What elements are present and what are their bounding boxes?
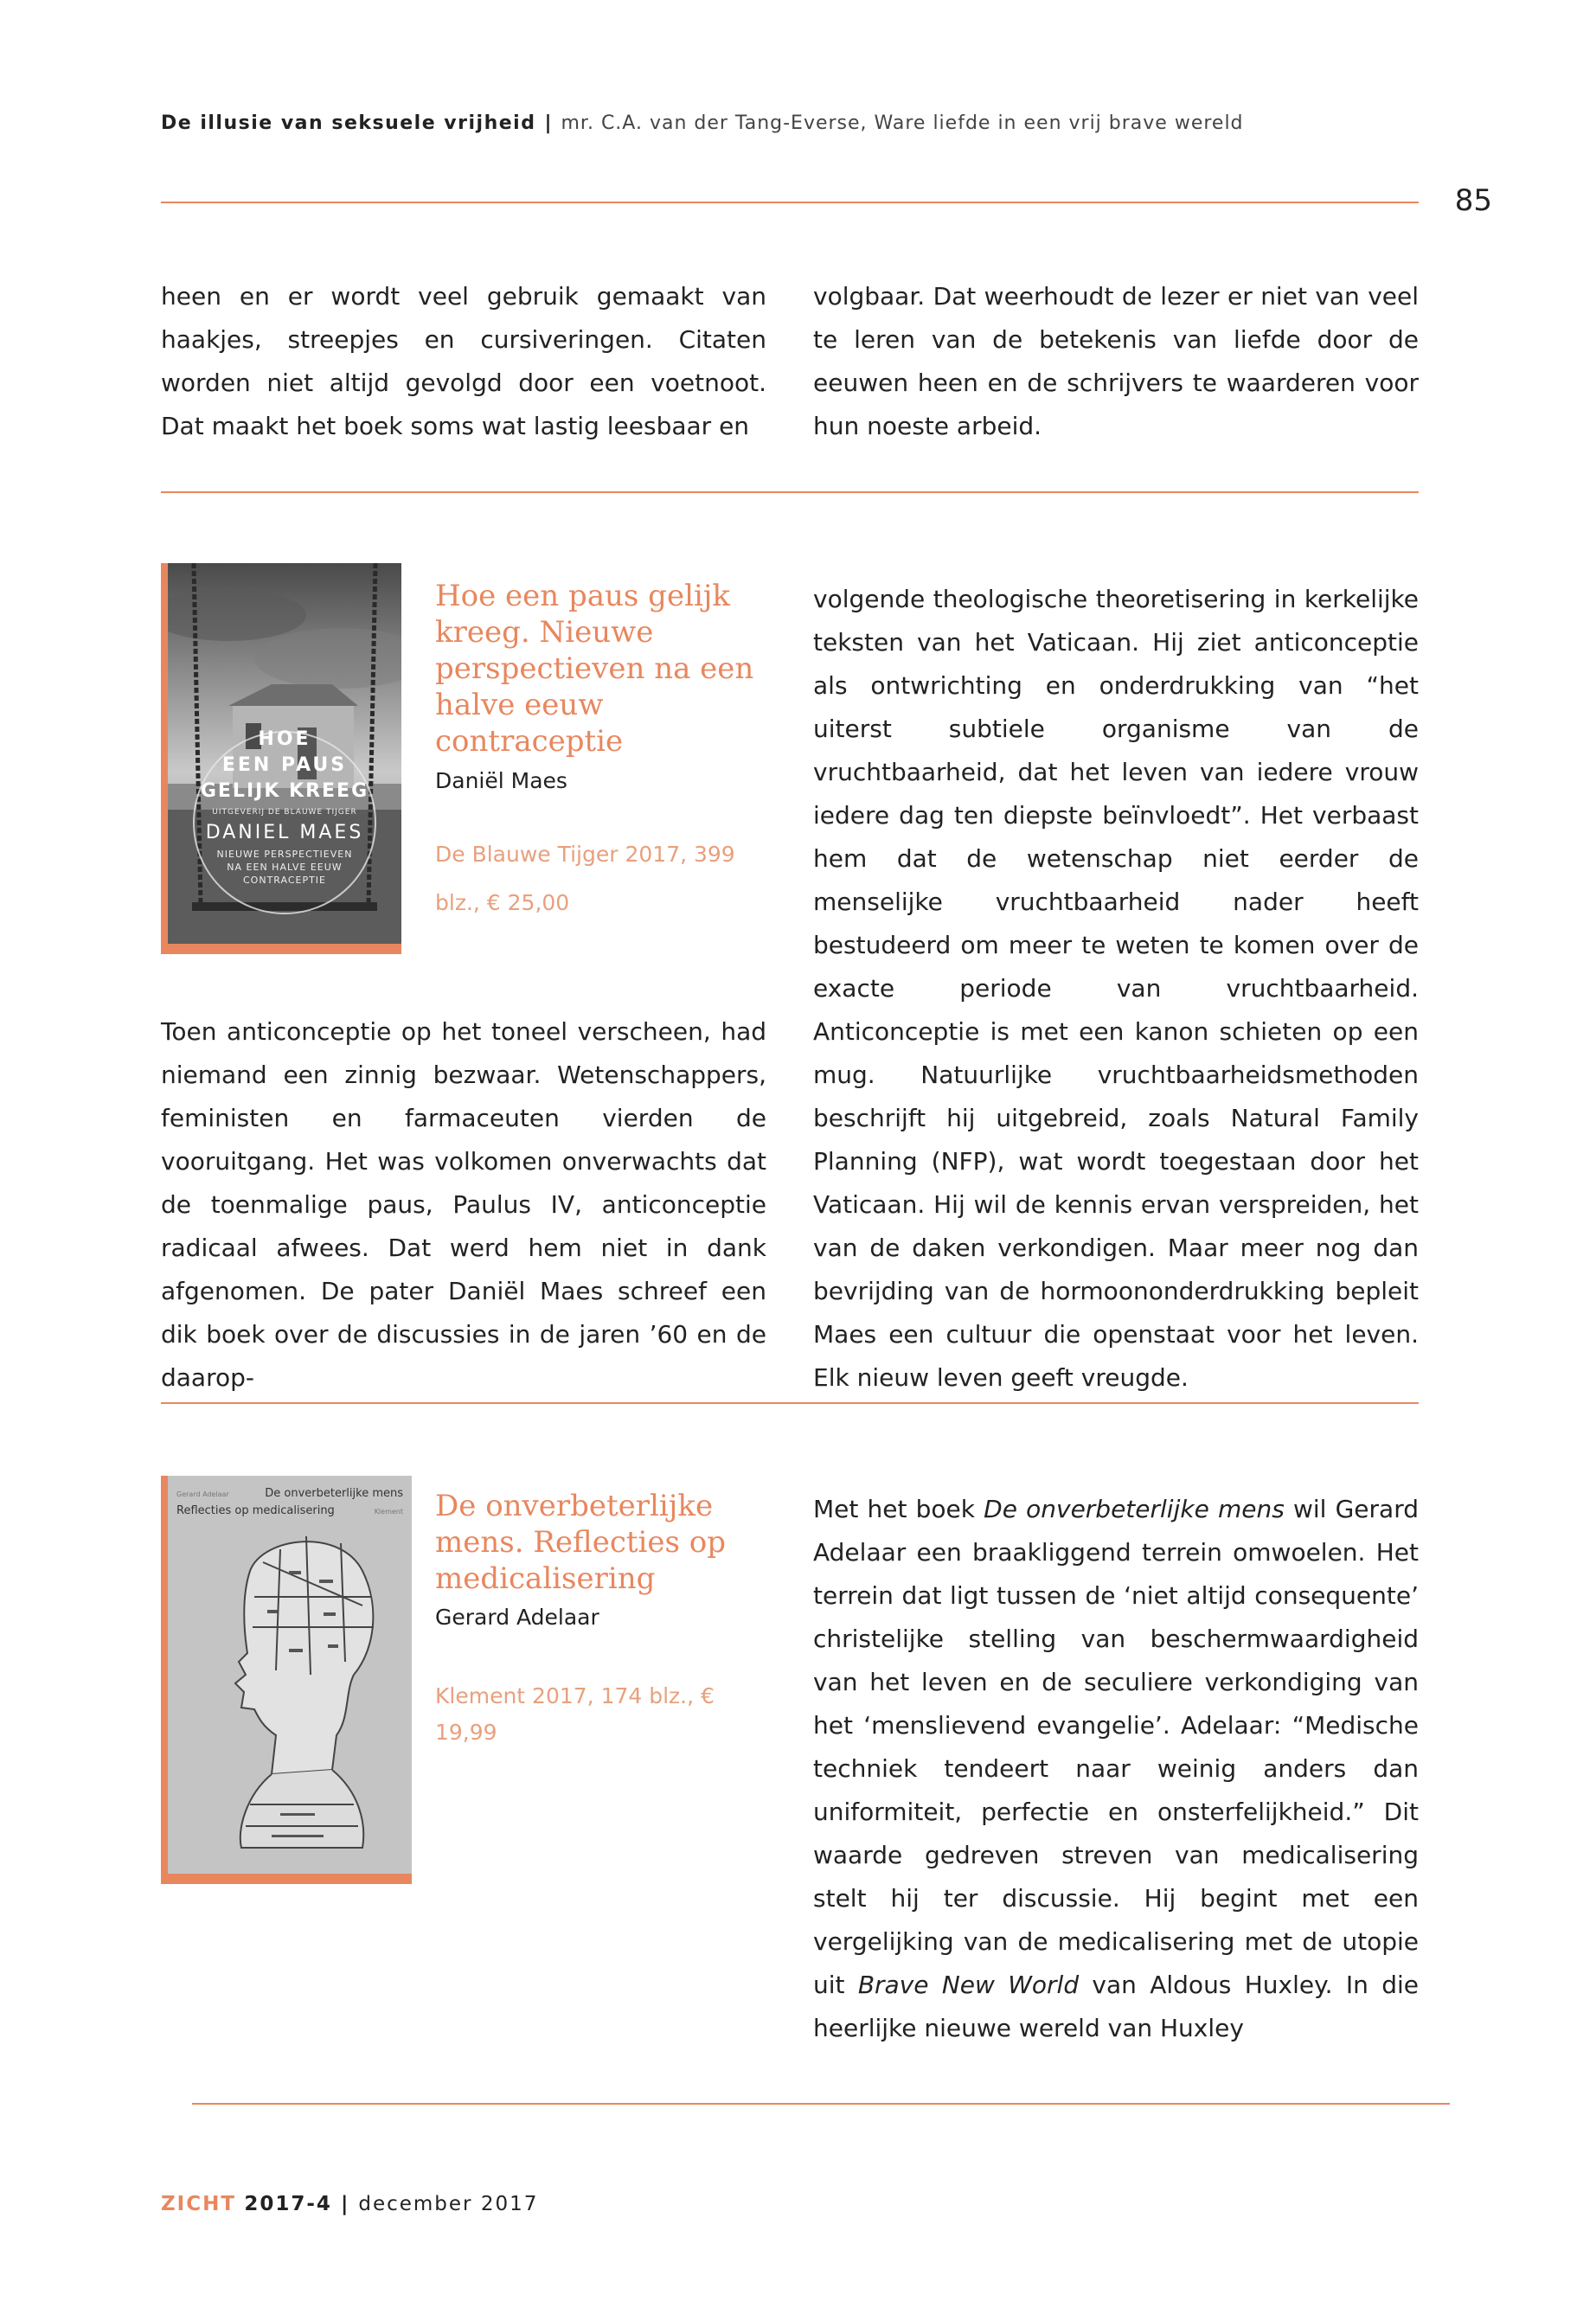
top-right-column — [813, 275, 1419, 448]
review2-text-part3: van Aldous Huxley. In die heerlijke nieuwe wereld van Huxley — [813, 1971, 1419, 2042]
review1-right-text: volgende theologische theoretisering in kerkelijke teksten van het Vaticaan. Hij ziet anticonceptie als ontwrichting en onderdrukking van “het uiterst subtiele organisme van de vruchtbaarheid, dat het leven van iedere vrouw iedere dag ten diepste beïnvloedt”. Het verbaast hem dat de wetenschap niet eerder de menselijke vruchtbaarheid nader heeft bestudeerd om meer te weten te komen over de exacte periode van vruchtbaarheid. Anticonceptie is met een kanon schieten op een mug. Natuurlijke vruchtbaarheidsmethoden beschrijft hij uitgebreid, zoals Natural Family Planning (NFP), wat wordt toegestaan door het Vaticaan. Hij wil de kennis ervan verspreiden, het van de daken verkondigen. Maar meer nog dan bevrijding van de hormoononderdrukking bepleit Maes een cultuur die openstaat voor het leven. Elk nieuw leven geeft vreugde. — [813, 585, 1419, 1392]
book-author-paus: Daniël Maes — [435, 768, 567, 793]
cover2-author: Gerard Adelaar — [176, 1490, 229, 1498]
book-title-onverbeterlijke: De onverbeterlijke mens. Reflecties op medicalisering — [435, 1489, 727, 1596]
section-divider-1 — [161, 491, 1419, 493]
cover1-sub2: NA EEN HALVE EEUW — [227, 862, 343, 873]
book-cover-paus — [161, 563, 401, 954]
bottom-rule — [192, 2103, 1450, 2105]
cover1-line3: GELIJK KREEG — [200, 780, 369, 802]
header-separator: | — [544, 112, 553, 134]
book-title-paus: Hoe een paus gelijk kreeg. Nieuwe perspectieven na een halve eeuw contraceptie — [435, 579, 754, 759]
cover1-sub3: CONTRACEPTIE — [243, 875, 326, 886]
cover1-sub1: NIEUWE PERSPECTIEVEN — [216, 849, 353, 860]
cover1-author: DANIEL MAES — [205, 822, 364, 843]
review2-right-column — [813, 1488, 1419, 2050]
cover2-publisher: Klement — [374, 1508, 403, 1516]
header-rule — [161, 202, 1419, 203]
header-subtitle: mr. C.A. van der Tang-Everse, Ware liefde in een vrij brave wereld — [561, 112, 1244, 134]
review2-text-part2: wil Gerard Adelaar een braakliggend terrein omwoelen. Het terrein dat ligt tussen de ‘niet altijd consequente’ christelijke stelling van beschermwaardigheid van het leven en de seculiere verkondiging van het ‘menslievend evangelie’. Adelaar: “Medische techniek tendeert naar weinig anders dan uniformiteit, perfectie en onsterfelijkheid.” Dit waarde gedreven streven van medicalisering stelt hij ter discussie. Hij begint met een vergelijking van de medicalisering met de utopie uit — [813, 1495, 1419, 1999]
footer-date: december 2017 — [358, 2193, 539, 2215]
review2-text-part1: Met het boek — [813, 1495, 984, 1523]
review2-text-italic2: Brave New World — [857, 1971, 1080, 1999]
book-author-onverbeterlijke: Gerard Adelaar — [435, 1605, 599, 1630]
running-header — [161, 112, 1244, 134]
cover1-line1: HOE — [258, 728, 311, 750]
footer — [161, 2193, 538, 2215]
cover2-title: De onverbeterlijke mens — [265, 1487, 403, 1500]
book-cover-onverbeterlijke — [161, 1476, 412, 1884]
page-number: 85 — [1454, 183, 1492, 218]
cover1-line2: EEN PAUS — [221, 754, 348, 776]
book-cover-onverbeterlijke-image — [168, 1476, 412, 1874]
section-divider-2 — [161, 1402, 1419, 1404]
book-publication-onverbeterlijke: Klement 2017, 174 blz., € 19,99 — [435, 1683, 715, 1745]
top-right-text: volgbaar. Dat weerhoudt de lezer er niet van veel te leren van de betekenis van liefde door de eeuwen heen en de schrijvers te waarderen voor hun noeste arbeid. — [813, 282, 1419, 440]
footer-brand: ZICHT — [161, 2193, 237, 2215]
footer-issue: 2017-4 — [244, 2193, 332, 2215]
footer-separator: | — [340, 2193, 350, 2215]
top-left-column — [161, 275, 766, 448]
review1-left-column — [161, 1010, 766, 1400]
top-left-text: heen en er wordt veel gebruik gemaakt van haakjes, streepjes en cursiveringen. Citaten worden niet altijd gevolgd door een voetnoot. Dat maakt het boek soms wat lastig leesbaar en — [161, 282, 766, 440]
review1-right-column — [813, 578, 1419, 1400]
review2-right-text — [813, 1488, 1419, 2050]
cover1-publisher: UITGEVERIJ DE BLAUWE TIJGER — [212, 808, 357, 817]
book-cover-paus-image — [168, 563, 401, 944]
cover2-subtitle: Reflecties op medicalisering — [176, 1504, 335, 1517]
header-title: De illusie van seksuele vrijheid — [161, 112, 536, 134]
review1-left-text: Toen anticonceptie op het toneel verscheen, had niemand een zinnig bezwaar. Wetenschappers, feministen en farmaceuten vierden de vooruitgang. Het was volkomen onverwachts dat de toenmalige paus, Paulus IV, anticonceptie radicaal afwees. Dat werd hem niet in dank afgenomen. De pater Daniël Maes schreef een dik boek over de discussies in de jaren ’60 en de daarop- — [161, 1017, 766, 1392]
review2-text-italic1: De onverbeterlijke mens — [984, 1495, 1285, 1523]
book-publication-paus: De Blauwe Tijger 2017, 399 blz., € 25,00 — [435, 842, 735, 915]
